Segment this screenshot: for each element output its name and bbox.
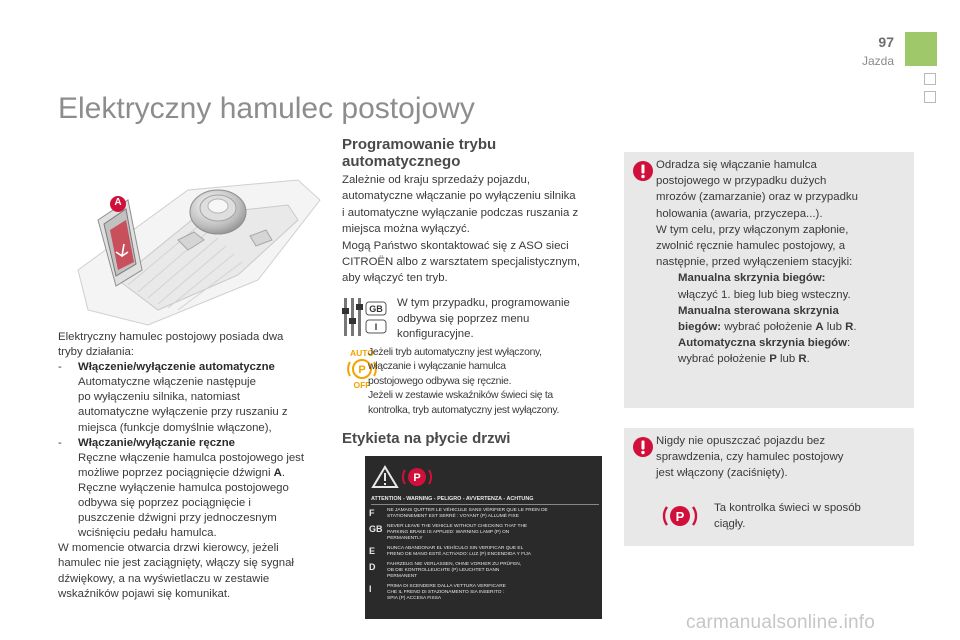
label-line: PARKING BRAKE IS APPLIED: WARNING LAMP (P) ON — [387, 530, 510, 535]
item-text-part: lub — [776, 353, 799, 366]
item-text-part: wybrać położenie — [678, 353, 770, 366]
warning-line: następnie, przed wyłączeniem stacyjki: — [656, 256, 853, 269]
mode-item-automatic — [58, 360, 326, 435]
warning-line: zwolnić ręcznie hamulec postojowy, a — [656, 240, 846, 253]
programming-line: automatyczne włączanie po wyłączeniu silnika — [342, 190, 576, 203]
label-row — [369, 508, 599, 520]
gear-letter: A — [815, 321, 824, 334]
intro-text — [58, 330, 326, 602]
mode-title: Włączenie/wyłączenie automatyczne — [78, 361, 275, 374]
label-line: FAHRZEUG NIE VERLASSEN, OHNE VORHER ZU PRÜFEN, — [387, 562, 522, 567]
label-country-code: GB — [369, 524, 383, 534]
warning-line: Nigdy nie opuszczać pojazdu bez — [656, 435, 826, 447]
label-p-symbol: P — [413, 472, 421, 484]
intro-line: Elektryczny hamulec postojowy posiada dwa — [58, 331, 284, 343]
item-text-part: . — [853, 321, 857, 334]
warning-exclamation-icon — [632, 160, 654, 182]
label-rows — [369, 508, 599, 602]
mode-line: Automatyczne włączenie następuje — [78, 376, 256, 389]
label-header-line: ATTENTION - WARNING - PELIGRO - AVVERTENZA - ACHTUNG — [371, 496, 599, 505]
menu-note — [397, 296, 602, 343]
item-text-part: . — [806, 353, 810, 366]
label-symbols — [371, 464, 433, 490]
parking-brake-console-illustration — [58, 160, 328, 330]
mode-item-manual — [58, 436, 326, 542]
page-number: 97 — [878, 34, 894, 50]
lamp-note — [714, 500, 904, 532]
door-label-sticker — [365, 456, 602, 619]
auto-note-line: Jeżeli w zestawie wskaźników świeci się ta — [368, 390, 553, 402]
warning-line: sprawdzenia, czy hamulec postojowy — [656, 451, 844, 464]
gearbox-item-automatic — [656, 335, 912, 367]
mode-line: odbywa się poprzez pociągnięcie i — [78, 497, 251, 510]
gear-letter: R — [845, 321, 854, 334]
auto-note-line: włączanie i wyłączanie hamulca — [368, 361, 506, 373]
auto-note-line: Jeżeli tryb automatyczny jest wyłączony, — [368, 347, 542, 358]
closing-line: wskaźników pojawi się komunikat. — [58, 587, 231, 600]
mode-line: wciśnięciu pedału hamulca. — [78, 527, 217, 540]
gear-letter: P — [769, 353, 777, 366]
item-text-part: lub — [823, 321, 846, 334]
warning-text — [656, 157, 912, 368]
mode-line: Ręczne wyłączenie hamulca postojowego — [78, 481, 289, 494]
programming-line: Mogą Państwo skontaktować się z ASO sieci — [342, 239, 569, 252]
lamp-p-letter: P — [675, 509, 685, 524]
item-text-part: wybrać położenie — [721, 321, 816, 334]
chapter-tab-empty — [924, 91, 936, 103]
gearbox-item-robotised — [656, 303, 912, 335]
list-dash: - — [58, 361, 62, 374]
gearbox-item-manual — [656, 270, 912, 302]
menu-note-line: odbywa się poprzez menu — [397, 312, 530, 325]
bullet-glyph — [656, 270, 678, 302]
heading-line: automatycznego — [342, 153, 461, 170]
bullet-glyph — [656, 335, 678, 367]
bullet-glyph — [656, 303, 678, 335]
page-title: Elektryczny hamulec postojowy — [58, 92, 475, 125]
label-country-code: F — [369, 508, 375, 518]
label-row — [369, 584, 599, 602]
mode-title: Włączanie/wyłączanie ręczne — [78, 436, 236, 449]
warning-line: jest włączony (zaciśnięty). — [656, 467, 788, 480]
label-line: NUNCA ABANDONAR EL VEHÍCULO SIN VERIFICAR QUE EL — [387, 546, 524, 551]
callout-label-a: A — [114, 197, 122, 208]
item-text — [678, 351, 850, 367]
parking-brake-warning-lamp-icon — [662, 500, 698, 532]
menu-note-line: konfiguracyjne. — [397, 328, 474, 340]
label-line: SPIA (P) ACCESA FISSA — [387, 596, 442, 601]
heading-line: Programowanie trybu — [342, 136, 497, 153]
section-name: Jazda — [861, 54, 894, 68]
mode-line: po wyłączeniu silnika, natomiast — [78, 391, 241, 404]
closing-line: dźwiękowy, a na wyświetlaczu w zestawie — [58, 572, 270, 585]
label-line: PERMANENT — [387, 574, 418, 579]
programming-heading — [342, 136, 496, 170]
label-line: PRIMA DI SCENDERE DALLA VETTURA VERIFICARE — [387, 584, 506, 589]
watermark: carmanualsonline.info — [686, 612, 876, 633]
programming-line: aby włączyć ten tryb. — [342, 272, 448, 285]
list-dash: - — [58, 436, 62, 449]
i-label: I — [374, 322, 378, 332]
label-row — [369, 546, 599, 558]
lamp-note-line: Ta kontrolka świeci w sposób — [714, 502, 861, 514]
menu-note-line: W tym przypadku, programowanie — [397, 297, 570, 309]
programming-line: miejsca można wyłączyć. — [342, 223, 470, 236]
warning-line: W tym celu, przy włączonym zapłonie, — [656, 223, 849, 236]
label-line: OB DIE KONTROLLEUCHTE (P) LEUCHTET DANN — [387, 568, 500, 573]
auto-note-line: postojowego odbywa się ręcznie. — [368, 375, 512, 387]
lamp-note-line: ciągły. — [714, 518, 746, 530]
configuration-menu-icon — [342, 296, 388, 340]
gear-letter: R — [798, 353, 807, 366]
item-text: włączyć 1. bieg lub bieg wsteczny. — [678, 288, 851, 301]
label-country-code: D — [369, 562, 376, 572]
item-title-line — [678, 335, 850, 351]
auto-text: AUTO — [350, 348, 374, 358]
label-country-code: E — [369, 546, 376, 556]
chapter-tab-empty — [924, 73, 936, 85]
label-line: NEVER LEAVE THE VEHICLE WITHOUT CHECKING THAT THE — [387, 524, 528, 529]
closing-line: W momencie otwarcia drzwi kierowcy, jeżeli — [58, 542, 279, 555]
mode-line-text: . — [281, 466, 286, 479]
door-label-heading: Etykieta na płycie drzwi — [342, 430, 511, 447]
item-text-part: : — [847, 337, 851, 350]
warning-line: mrozów (zamarzanie) oraz w przypadku — [656, 191, 858, 204]
item-title: Automatyczna skrzynia biegów — [678, 337, 848, 350]
label-line: CHE IL FRENO DI STAZIONAMENTO SIA INSERITO : — [387, 590, 505, 595]
off-text: OFF — [353, 380, 371, 390]
p-letter: P — [358, 364, 366, 376]
mode-line-text: możliwe poprzez pociągnięcie dźwigni — [78, 466, 274, 479]
label-line: FRENO DE MANO ESTÉ ACTIVADO: LUZ (P) ENCENDIDA Y FIJA — [387, 552, 531, 557]
item-title: Manualna sterowana skrzynia — [678, 304, 839, 317]
closing-line: hamulec nie jest zaciągnięty, włączy się sygnał — [58, 557, 294, 570]
auto-off-note — [368, 346, 604, 418]
label-country-code: I — [369, 584, 372, 594]
label-row — [369, 562, 599, 580]
programming-line: CITROËN albo z warsztatem specjalistycznym, — [342, 256, 580, 269]
item-text — [678, 319, 857, 335]
mode-line: automatyczne wyłączenie przy ruszaniu z — [78, 406, 288, 419]
lever-letter: A — [273, 466, 282, 479]
chapter-tab — [905, 32, 937, 66]
warning-line: holowania (awaria, przyczepa...). — [656, 207, 823, 220]
mode-line: puszczenie dźwigni przy jednoczesnym — [78, 512, 277, 525]
warning-exclamation-icon — [632, 436, 654, 458]
warning-box-leave-vehicle — [624, 428, 914, 546]
warning-line: Odradza się włączanie hamulca — [656, 159, 817, 171]
gb-label: GB — [369, 304, 383, 314]
label-line: STATIONNEMENT EST SERRÉ : VOYANT (P) ALLUMÉ FIXE — [387, 514, 519, 519]
item-title: biegów: — [678, 321, 722, 334]
programming-line: i automatyczne wyłączanie podczas ruszania z — [342, 206, 579, 219]
intro-line: tryby działania: — [58, 346, 134, 359]
programming-text — [342, 172, 604, 287]
label-line: NE JAMAIS QUITTER LE VÉHICULE SANS VÉRIFIER QUE LE FREIN DE — [387, 508, 548, 513]
mode-line: Ręczne włączenie hamulca postojowego jest — [78, 451, 305, 464]
mode-line: miejsca (funkcje domyślnie włączone), — [78, 421, 272, 434]
warning-line: postojowego w przypadku dużych — [656, 175, 827, 188]
mode-line — [78, 466, 304, 481]
programming-line: Zależnie od kraju sprzedaży pojazdu, — [342, 174, 531, 186]
item-title: Manualna skrzynia biegów: — [678, 272, 826, 285]
label-line: PERMANENTLY — [387, 536, 423, 541]
warning-text — [656, 433, 912, 482]
auto-note-line: kontrolka, tryb automatyczny jest wyłączony. — [368, 404, 560, 416]
label-row — [369, 524, 599, 542]
warning-box-frost-towing — [624, 152, 914, 408]
